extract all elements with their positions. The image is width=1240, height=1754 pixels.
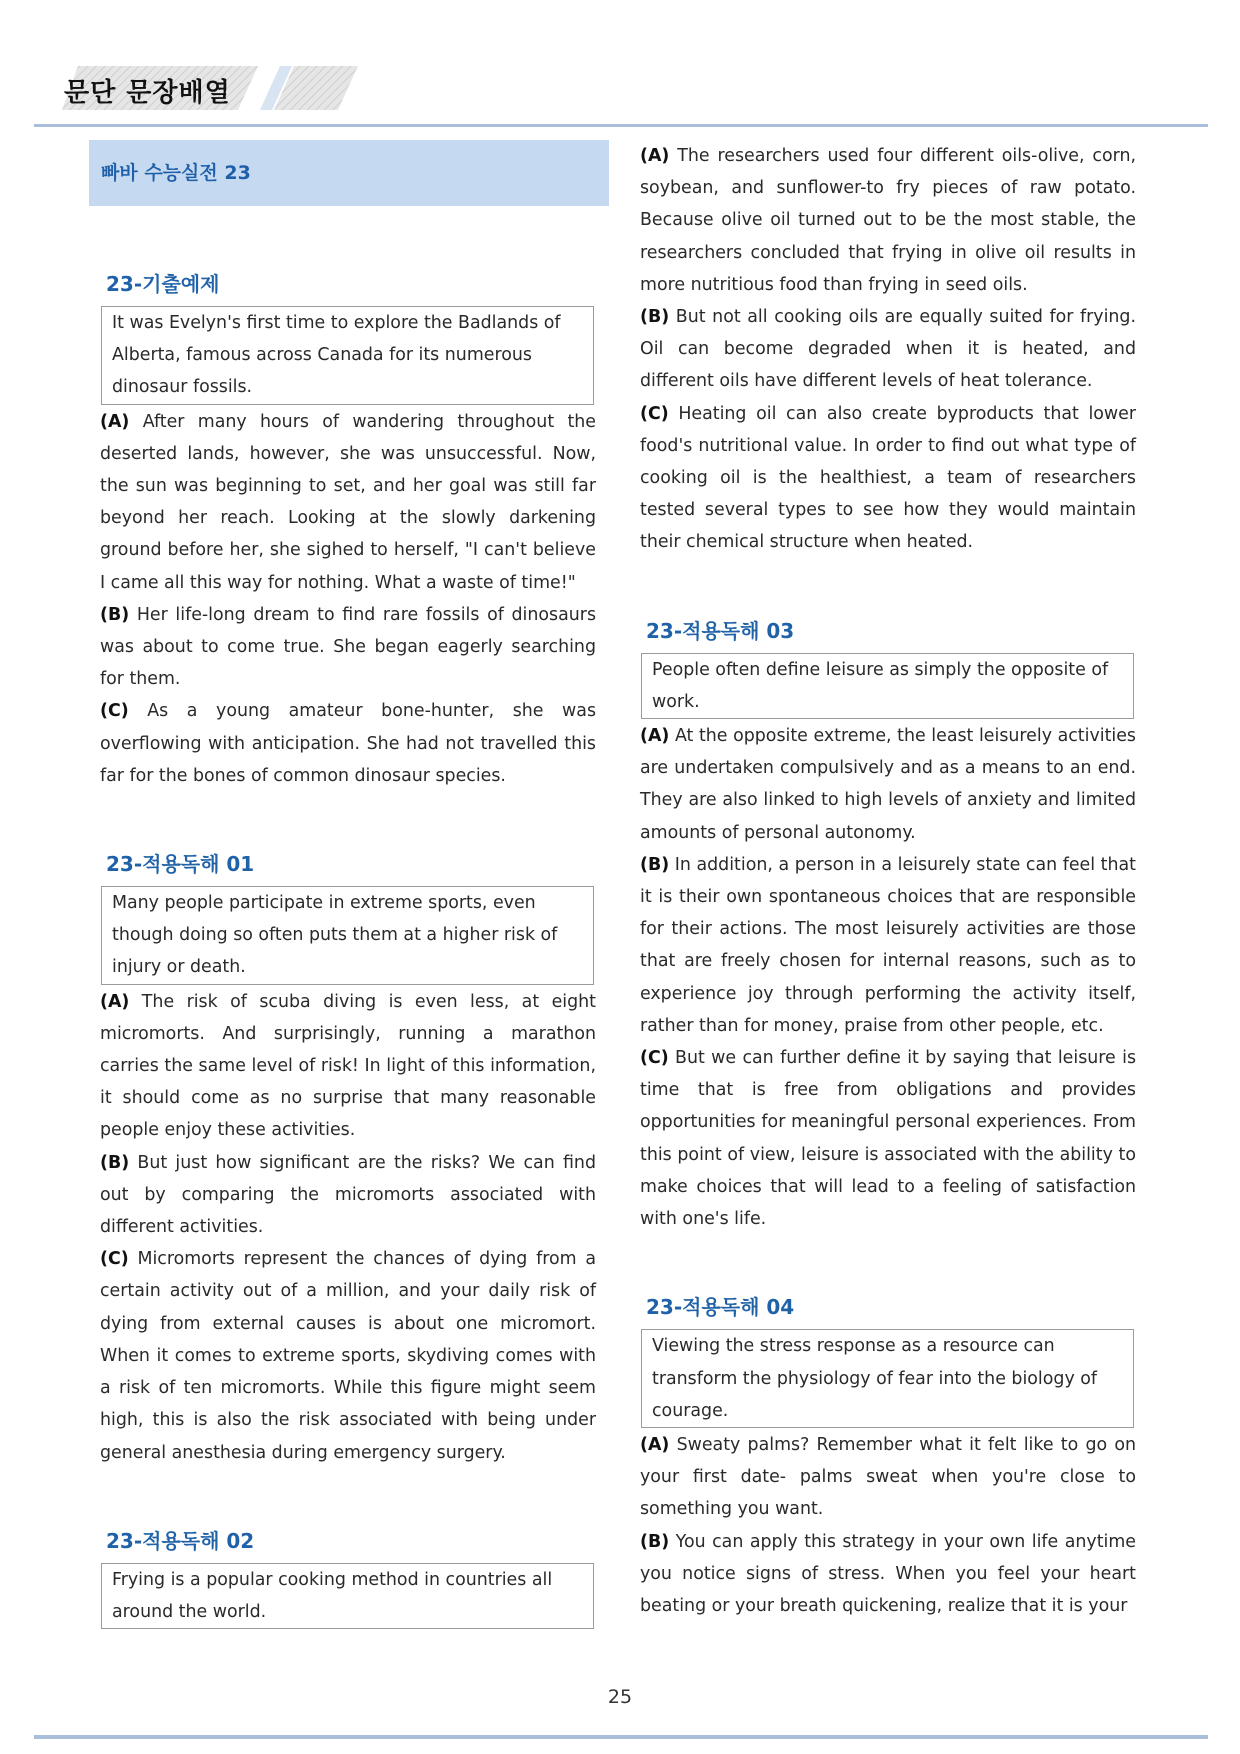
unit-banner: 빠바 수능실전 23 <box>89 140 609 206</box>
paragraph-b: (B) Her life-long dream to find rare fossils of dinosaurs was about to come true. She began eagerly searching for them. <box>100 604 597 690</box>
section-applied-03 <box>640 617 1136 1236</box>
given-sentence-box: Frying is a popular cooking method in countries all around the world. <box>101 1563 594 1629</box>
paragraph-label: (A) <box>100 411 130 432</box>
paragraph-label: (B) <box>100 1152 130 1173</box>
paragraph-label: (B) <box>100 604 130 625</box>
section-title: 23-적용독해 01 <box>106 852 255 877</box>
section-applied-01 <box>100 850 596 1469</box>
page-number: 25 <box>607 1686 633 1708</box>
right-column <box>640 140 1136 1622</box>
paragraph-c: (C) But we can further define it by saying that leisure is time that is free from obligations and provides opportunities for meaningful personal experiences. From this point of view, leisure is associated with the ability to make choices that will lead to a feeling of satisfaction with one's life. <box>640 1048 1136 1230</box>
paragraph-label: (B) <box>640 1531 670 1552</box>
section-title: 23-적용독해 02 <box>106 1528 255 1553</box>
paragraph-c: (C) Micromorts represent the chances of dying from a certain activity out of a million, and your daily risk of dying from external causes is about one micromort. When it comes to extreme sports, skydiving comes with a risk of ten micromorts. While this figure might seem high, this is also the risk associated with being under general anesthesia during emergency surgery. <box>100 1249 596 1463</box>
paragraph-b: (B) You can apply this strategy in your own life anytime you notice signs of stress. When you feel your heart beating or your breath quickening, realize that it is your <box>640 1531 1136 1616</box>
paragraph-b: (B) But not all cooking oils are equally suited for frying. Oil can become degraded when it is heated, and different oils have different levels of heat tolerance. <box>640 307 1136 392</box>
paragraph-a: (A) The risk of scuba diving is even less, at eight micromorts. And surprisingly, running a marathon carries the same level of risk! In light of this information, it should come as no surprise that many reasonable people enjoy these activities. <box>100 991 596 1141</box>
section-title: 23-적용독해 04 <box>646 1295 795 1320</box>
section-applied-02 <box>100 1527 596 1629</box>
footer-divider <box>34 1735 1208 1739</box>
paragraph-label: (C) <box>640 1048 669 1069</box>
section-heading: 문단 문장배열 <box>64 78 231 108</box>
paragraph-label: (C) <box>100 701 129 722</box>
given-sentence-box: People often define leisure as simply the opposite of work. <box>641 653 1134 719</box>
paragraph-label: (C) <box>640 403 669 424</box>
section-applied-02-continued <box>640 140 1136 559</box>
paragraph-a: (A) The researchers used four different oils-olive, corn, soybean, and sunflower-to fry pieces of raw potato. Because olive oil turned out to be the most stable, the researchers concluded that frying in olive oil results in more nutritious food than frying in seed oils. <box>640 146 1137 295</box>
paragraph-b: (B) In addition, a person in a leisurely state can feel that it is their own spontaneous choices that are responsible for their actions. The most leisurely activities are those that are freely chosen for internal reasons, such as to experience joy through performing the activity itself, rather than for money, praise from other people, etc. <box>640 854 1136 1036</box>
given-sentence-box: Viewing the stress response as a resource can transform the physiology of fear into the biology of courage. <box>641 1329 1134 1428</box>
given-sentence-box: It was Evelyn's first time to explore the Badlands of Alberta, famous across Canada for its numerous dinosaur fossils. <box>101 306 594 405</box>
section-title: 23-적용독해 03 <box>646 618 795 643</box>
paragraph-label: (B) <box>640 854 670 875</box>
left-column <box>100 140 596 1630</box>
section-past-exam <box>100 270 596 792</box>
paragraph-label: (A) <box>100 991 130 1012</box>
paragraph-label: (A) <box>640 1434 670 1455</box>
paragraph-label: (B) <box>640 307 670 328</box>
header-divider <box>34 124 1208 127</box>
paragraph-label: (A) <box>640 726 670 747</box>
section-applied-04 <box>640 1293 1136 1622</box>
paragraph-c: (C) As a young amateur bone-hunter, she was overflowing with anticipation. She had not travelled this far for the bones of common dinosaur species. <box>100 701 597 786</box>
paragraph-b: (B) But just how significant are the risks? We can find out by comparing the micromorts associated with different activities. <box>100 1152 596 1238</box>
paragraph-label: (C) <box>100 1249 129 1270</box>
section-title: 23-기출예제 <box>106 272 220 296</box>
paragraph-a: (A) Sweaty palms? Remember what it felt like to go on your first date- palms sweat when you're close to something you want. <box>640 1434 1137 1520</box>
paragraph-a: (A) At the opposite extreme, the least leisurely activities are undertaken compulsively and as a means to an end. They are also linked to high levels of anxiety and limited amounts of personal autonomy. <box>640 726 1136 843</box>
given-sentence-box: Many people participate in extreme sports, even though doing so often puts them at a higher risk of injury or death. <box>101 886 594 985</box>
paragraph-a: (A) After many hours of wandering throughout the deserted lands, however, she was unsuccessful. Now, the sun was beginning to set, and her goal was still far beyond her reach. Looking at the slowly darkening ground before her, she sighed to herself, "I can't believe I came all this way for nothing. What a waste of time!" <box>100 411 596 593</box>
paragraph-label: (A) <box>640 146 670 166</box>
paragraph-c: (C) Heating oil can also create byproducts that lower food's nutritional value. In order to find out what type of cooking oil is the healthiest, a team of researchers tested several types to see how they would maintain their chemical structure when heated. <box>640 403 1136 553</box>
